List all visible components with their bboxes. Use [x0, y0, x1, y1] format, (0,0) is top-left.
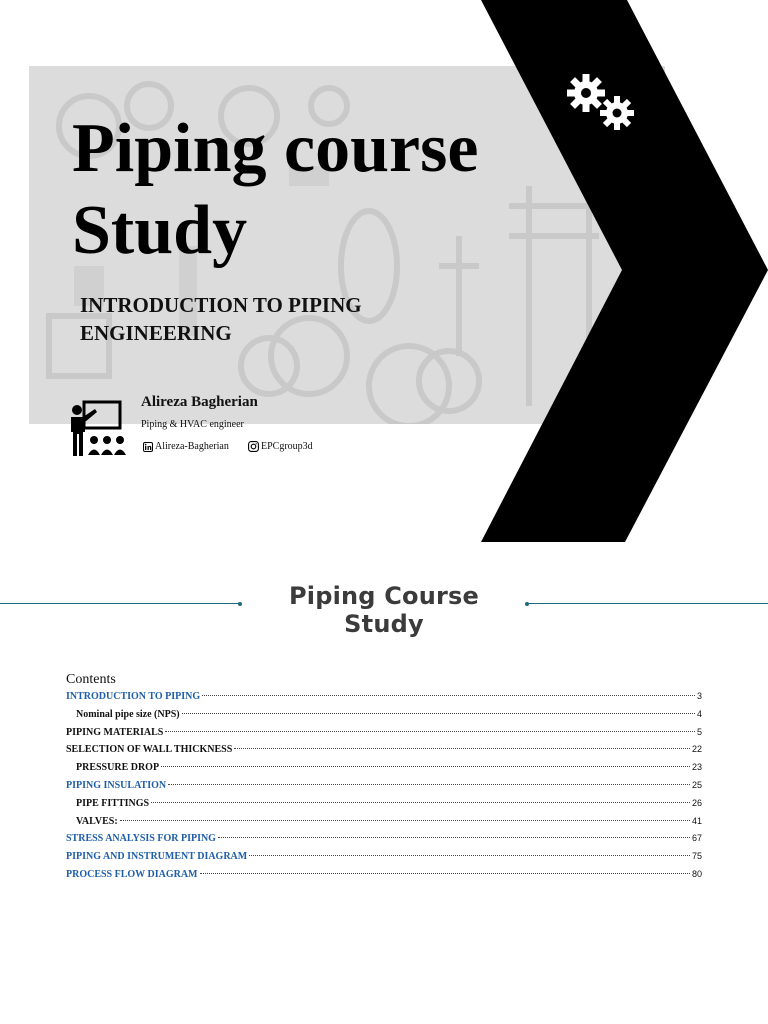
linkedin-icon — [143, 442, 153, 452]
toc-entry-page: 25 — [691, 779, 702, 790]
section-title: Piping Course Study — [288, 582, 480, 638]
cover-subtitle: INTRODUCTION TO PIPING ENGINEERING — [80, 293, 362, 345]
toc-leader-dots — [218, 837, 690, 838]
instagram-handle: EPCgroup3d — [261, 441, 313, 452]
toc-entry[interactable] — [66, 830, 702, 848]
toc-entry-label: PIPING AND INSTRUMENT DIAGRAM — [66, 851, 248, 863]
toc-leader-dots — [249, 855, 690, 856]
divider-line-left — [0, 603, 240, 604]
divider-line-right — [527, 603, 768, 604]
toc-leader-dots — [168, 784, 690, 785]
author-name: Alireza Bagherian — [141, 394, 258, 410]
teacher-icon — [68, 400, 128, 458]
toc-entry-page: 23 — [691, 762, 702, 773]
toc-entry[interactable] — [66, 741, 702, 759]
toc-entry-label: Nominal pipe size (NPS) — [76, 708, 180, 720]
instagram-link[interactable] — [248, 441, 313, 452]
gears-icon — [566, 73, 638, 135]
toc-entry-page: 5 — [696, 726, 702, 737]
toc-leader-dots — [151, 802, 690, 803]
contents-heading: Contents — [66, 672, 116, 687]
toc-entry-page: 75 — [691, 851, 702, 862]
toc-entry[interactable] — [66, 706, 702, 724]
linkedin-handle: Alireza-Bagherian — [155, 441, 229, 452]
toc-entry[interactable] — [66, 813, 702, 831]
toc-leader-dots — [182, 713, 695, 714]
toc-entry[interactable] — [66, 848, 702, 866]
toc-leader-dots — [234, 748, 690, 749]
toc-entry-label: PIPING MATERIALS — [66, 726, 164, 738]
toc-entry-page: 22 — [691, 744, 702, 755]
divider-dot-left — [238, 602, 242, 606]
toc-entry-page: 3 — [696, 691, 702, 701]
toc-entry-label: PRESSURE DROP — [76, 762, 160, 774]
toc-entry[interactable] — [66, 866, 702, 884]
table-of-contents — [66, 688, 702, 884]
toc-entry-page: 41 — [691, 815, 702, 826]
toc-leader-dots — [202, 695, 695, 696]
toc-entry-page: 26 — [691, 797, 702, 808]
toc-leader-dots — [165, 731, 695, 732]
instagram-icon — [248, 441, 259, 452]
toc-entry-page: 80 — [691, 868, 702, 879]
toc-entry-label: PIPE FITTINGS — [76, 797, 150, 809]
toc-leader-dots — [120, 820, 690, 821]
author-role: Piping & HVAC engineer — [141, 419, 244, 430]
toc-entry[interactable] — [66, 759, 702, 777]
toc-entry-label: VALVES: — [76, 815, 118, 827]
toc-entry-label: PROCESS FLOW DIAGRAM — [66, 868, 198, 880]
toc-entry[interactable] — [66, 777, 702, 795]
toc-entry[interactable] — [66, 795, 702, 813]
toc-entry-label: STRESS ANALYSIS FOR PIPING — [66, 833, 216, 845]
toc-entry[interactable] — [66, 724, 702, 742]
cover-title: Piping course Study — [72, 110, 479, 269]
toc-entry[interactable] — [66, 688, 702, 706]
toc-entry-label: INTRODUCTION TO PIPING — [66, 691, 201, 702]
toc-entry-page: 4 — [696, 708, 702, 719]
toc-leader-dots — [161, 766, 690, 767]
linkedin-link[interactable] — [143, 441, 229, 452]
toc-entry-label: PIPING INSULATION — [66, 779, 167, 791]
toc-entry-label: SELECTION OF WALL THICKNESS — [66, 744, 233, 756]
toc-leader-dots — [200, 873, 690, 874]
toc-entry-page: 67 — [691, 833, 702, 844]
